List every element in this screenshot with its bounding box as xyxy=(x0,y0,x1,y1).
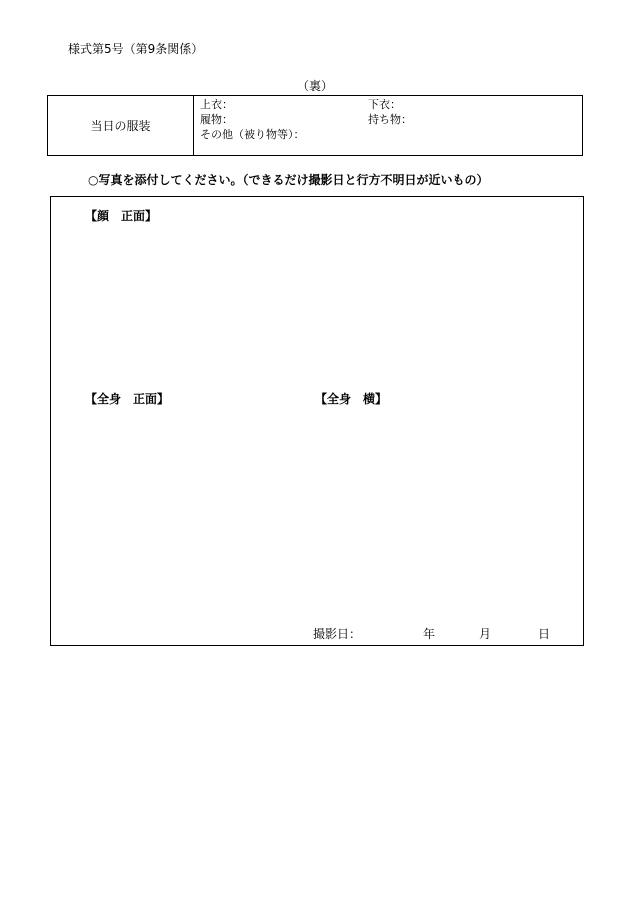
page-side-label: （裏） xyxy=(296,79,333,93)
clothing-title: 当日の服装 xyxy=(48,96,194,155)
clothing-table xyxy=(47,95,583,156)
face-front-label: 【顔 正面】 xyxy=(85,209,158,223)
top-clothing-label: 上衣： xyxy=(200,98,233,111)
bottom-clothing-label: 下衣： xyxy=(368,98,401,111)
photo-date-label: 撮影日： xyxy=(313,627,362,641)
form-number: 様式第5号（第9条関係） xyxy=(68,42,204,56)
belongings-label: 持ち物： xyxy=(368,113,412,126)
photo-attachment-box[interactable] xyxy=(50,196,584,646)
other-clothing-label: その他（被り物等）： xyxy=(200,128,305,141)
date-month-label: 月 xyxy=(479,627,492,641)
full-body-front-label: 【全身 正面】 xyxy=(85,392,170,406)
full-body-side-label: 【全身 横】 xyxy=(315,392,388,406)
photo-instruction: ○写真を添付してください。（できるだけ撮影日と行方不明日が近いもの） xyxy=(88,173,489,187)
date-day-label: 日 xyxy=(538,627,551,641)
date-year-label: 年 xyxy=(423,627,436,641)
footwear-label: 履物： xyxy=(200,113,233,126)
